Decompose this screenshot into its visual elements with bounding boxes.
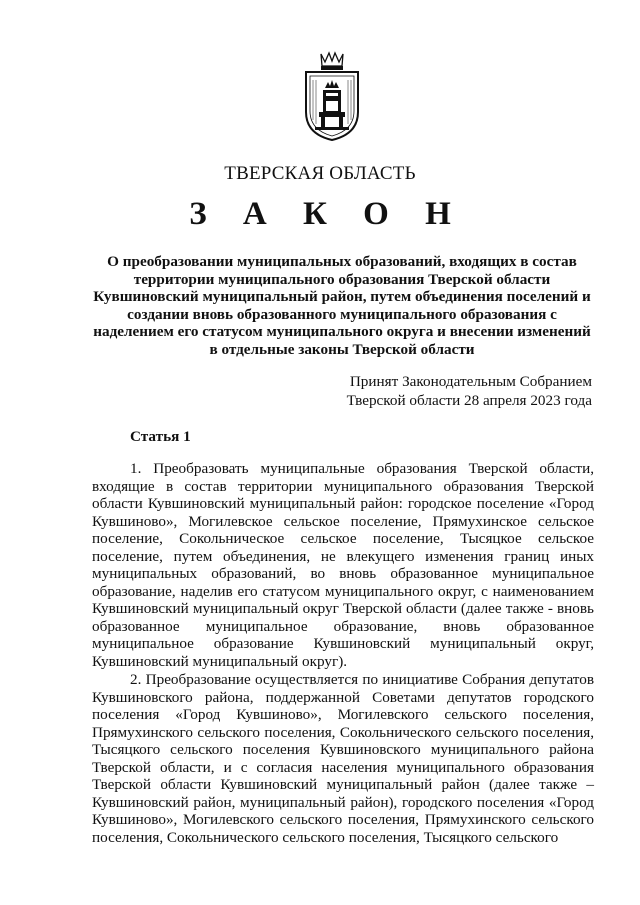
coat-of-arms-icon: [301, 50, 363, 142]
law-title-line: территории муниципального образования Тверской области: [133, 270, 551, 288]
region-name: ТВЕРСКАЯ ОБЛАСТЬ: [224, 163, 416, 184]
adoption-note: [300, 373, 592, 410]
article-paragraph: 1. Преобразовать муниципальные образования Тверской области, входящие в состав территории муниципального образования Тверской области Кувшиновский муниципальный район: городское поселение «Город Кувшиново», Могилевское сельское поселение, Прямухинское сельское поселение, Сокольническое сельское поселение, Тысяцкое сельское поселение, путем объединения, не влекущего изменения границ иных муниципальных образований, во вновь образованное муниципальное образование, наделив его статусом муниципального округ, с наименованием Кувшиновский муниципальный округ Тверской области (далее также - вновь образованное муниципальное образование, вновь образованное муниципальное образование Кувшиновский муниципальный округ, Кувшиновский муниципальный округ).: [92, 460, 594, 670]
article-paragraph: 2. Преобразование осуществляется по инициативе Собрания депутатов Кувшиновского района, поддержанной Советами депутатов городского поселения «Город Кувшиново», Могилевского сельского поселения, Прямухинского сельского поселения, Сокольнического сельского поселения, Тысяцкого сельского поселения Кувшиновского муниципального района Тверской области, и с согласия населения муниципального образования Тверской области Кувшиновский муниципальный район (далее также – Кувшиновский район, муниципальный район), городского поселения «Город Кувшиново», Могилевского сельского поселения, Прямухинского сельского поселения, Сокольнического сельского поселения, Тысяцкого сельского: [92, 671, 594, 846]
law-title-line: наделением его статусом муниципального округа и внесении изменений: [93, 323, 591, 341]
adoption-date-line: Тверской области 28 апреля 2023 года: [346, 391, 592, 409]
document-type-heading: З А К О Н: [189, 196, 465, 232]
law-title-line: создании вновь образованного муниципального образования с: [127, 305, 557, 323]
law-title-line: Кувшиновский муниципальный район, путем объединения поселений и: [93, 288, 591, 306]
law-title: [92, 253, 592, 359]
law-title-line: О преобразовании муниципальных образований, входящих в состав: [107, 253, 577, 270]
adoption-line: Принят Законодательным Собранием: [349, 373, 592, 390]
law-title-line: в отдельные законы Тверской области: [209, 340, 475, 358]
article-body: [92, 460, 594, 846]
article-heading: Статья 1: [130, 428, 191, 445]
